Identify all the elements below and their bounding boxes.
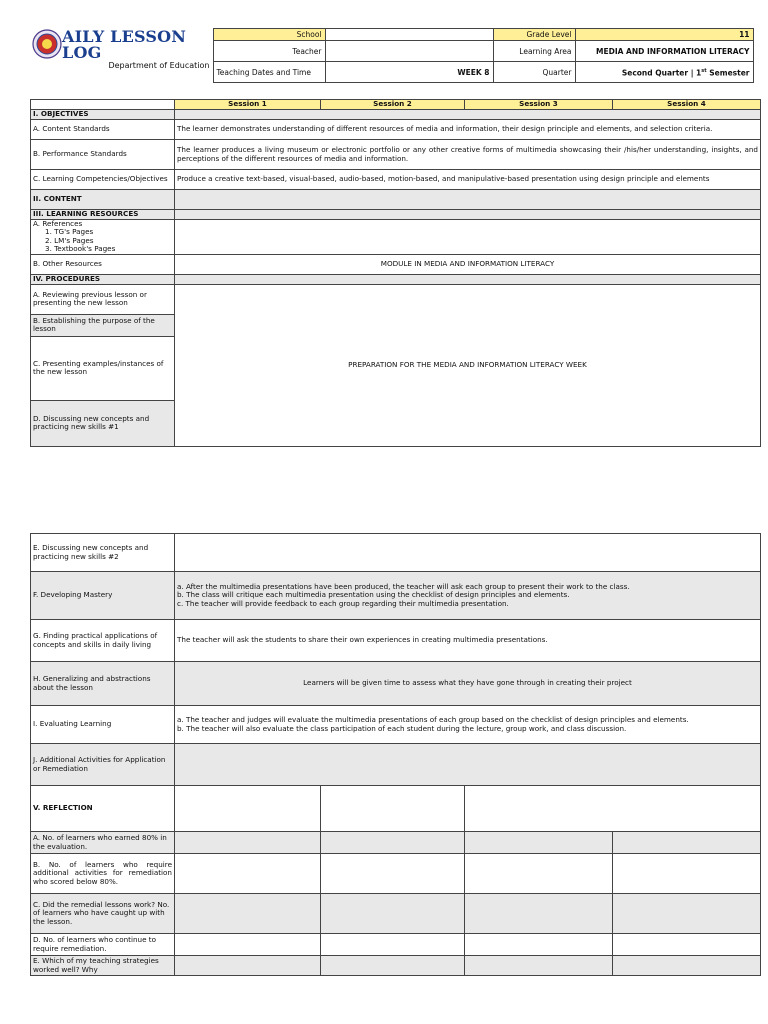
performance-standards-label: B. Performance Standards [31,140,175,170]
procedures-heading: IV. PROCEDURES [31,274,175,284]
reflection-heading: V. REFLECTION [31,786,175,832]
procedure-j-label: J. Additional Activities for Application or Remediation [31,744,175,786]
reflection-item-a: A. No. of learners who earned 80% in the evaluation. [31,832,175,854]
procedure-h-value: Learners will be given time to assess what they have gone through in creating their project [175,662,761,706]
textbook-pages-label: 3. Textbook's Pages [45,244,116,254]
reflection-item-d: D. No. of learners who continue to require remediation. [31,934,175,956]
procedure-i-item: b. The teacher will also evaluate the class participation of each student during the lecture, group work, and class discussion. [177,723,627,733]
school-label: School [213,29,325,41]
procedure-e-label: E. Discussing new concepts and practicing new skills #2 [31,534,175,572]
content-standards-label: A. Content Standards [31,120,175,140]
content-heading: II. CONTENT [31,190,175,210]
other-resources-value: MODULE IN MEDIA AND INFORMATION LITERACY [175,254,761,274]
content-standards-value: The learner demonstrates understanding of different resources of media and information, their design principle and elements, and selection criteria. [175,120,761,140]
lm-pages-label: 2. LM's Pages [45,235,94,245]
procedures-abcd-value: PREPARATION FOR THE MEDIA AND INFORMATION LITERACY WEEK [175,284,761,446]
dates-value: WEEK 8 [325,62,493,83]
procedure-f-item: c. The teacher will provide feedback to each group regarding their multimedia presentation. [177,598,509,608]
session-4-header: Session 4 [613,100,761,110]
quarter-value: Second Quarter | 1st Semester [575,62,753,83]
competencies-label: C. Learning Competencies/Objectives [31,170,175,190]
procedure-b-label: B. Establishing the purpose of the lesson [31,314,175,336]
session-1-header: Session 1 [175,100,321,110]
grade-value: 11 [575,29,753,41]
page-title: AILY LESSON LOG [62,28,187,62]
grade-label: Grade Level [493,29,575,41]
performance-standards-value: The learner produces a living museum or electronic portfolio or any other creative forms of multimedia showcasing their /his/her understanding, insights, and perceptions of the different resources of media and information. [175,140,761,170]
area-label: Learning Area [493,41,575,62]
procedure-f-item: a. After the multimedia presentations have been produced, the teacher will ask each group to present their work to the class. [177,581,630,591]
procedure-f-label: F. Developing Mastery [31,572,175,620]
department-name: Department of Education [108,60,210,70]
references-label: A. References [33,219,83,228]
school-value [325,29,493,41]
tg-pages-label: 1. TG's Pages [45,227,94,237]
session-3-header: Session 3 [465,100,613,110]
reflection-item-c: C. Did the remedial lessons work? No. of learners who have caught up with the lesson. [31,894,175,934]
area-value: MEDIA AND INFORMATION LITERACY [575,41,753,62]
procedure-i-item: a. The teacher and judges will evaluate the multimedia presentations of each group based on the checklist of design principles and elements. [177,715,689,725]
procedure-i-value [175,706,761,744]
session-2-header: Session 2 [321,100,465,110]
procedure-f-value [175,572,761,620]
teacher-value [325,41,493,62]
objectives-heading: I. OBJECTIVES [31,110,175,120]
procedure-d-label: D. Discussing new concepts and practicing new skills #1 [31,400,175,446]
procedure-c-label: C. Presenting examples/instances of the new lesson [31,336,175,400]
procedure-h-label: H. Generalizing and abstractions about the lesson [31,662,175,706]
procedure-a-label: A. Reviewing previous lesson or presenting the new lesson [31,284,175,314]
title-block [30,29,213,83]
other-resources-label: B. Other Resources [31,254,175,274]
header-table [30,28,754,83]
references-block [31,220,175,255]
procedure-i-label: I. Evaluating Learning [31,706,175,744]
procedure-g-value: The teacher will ask the students to share their own experiences in creating multimedia presentations. [175,620,761,662]
procedure-f-item: b. The class will critique each multimedia presentation using the checklist of design principles and elements. [177,590,570,600]
lesson-table-page-2 [30,533,761,976]
reflection-item-b: B. No. of learners who require additional activities for remediation who scored below 80%. [31,854,175,894]
teacher-label: Teacher [213,41,325,62]
lesson-table-page-1 [30,99,761,447]
reflection-item-e: E. Which of my teaching strategies worked well? Why [31,956,175,976]
quarter-label: Quarter [493,62,575,83]
competencies-value: Produce a creative text-based, visual-based, audio-based, motion-based, and manipulative-based presentation using design principle and elements [175,170,761,190]
procedure-g-label: G. Finding practical applications of concepts and skills in daily living [31,620,175,662]
resources-heading: III. LEARNING RESOURCES [31,210,175,220]
dates-label: Teaching Dates and Time [213,62,325,83]
